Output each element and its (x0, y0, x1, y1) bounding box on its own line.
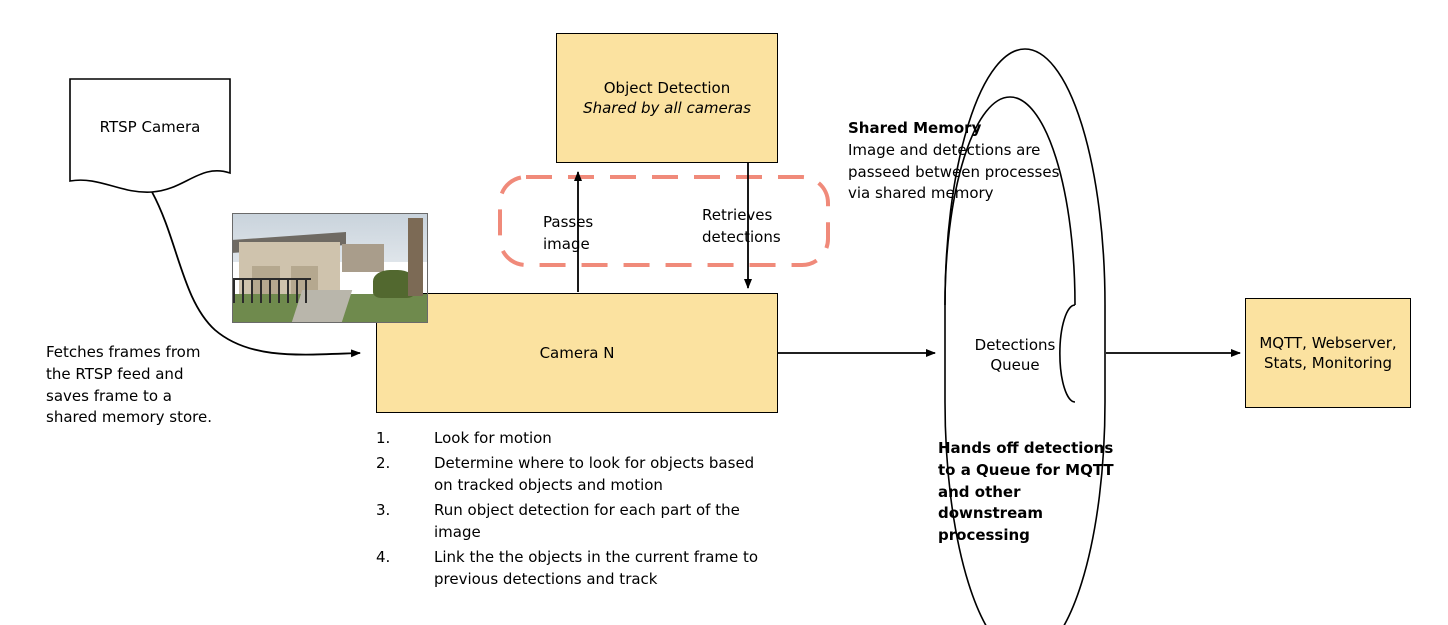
annotation-shared-memory (848, 118, 1063, 205)
camera-snapshot-thumbnail (232, 213, 428, 323)
list-item: 1. Look for motion (376, 429, 552, 447)
camera-n-steps (376, 427, 796, 593)
shared-memory-heading: Shared Memory (848, 119, 982, 137)
list-item: 4. Link the the objects in the current frame to previous detections and track (376, 547, 759, 588)
camera-n-node (376, 293, 778, 413)
edge-label-retrieves-detections: Retrieves detections (702, 206, 781, 246)
detections-queue-label: Detections Queue (974, 336, 1056, 375)
list-item: 3. Run object detection for each part of the image (376, 500, 740, 541)
annotation-fetch-frames: Fetches frames from the RTSP feed and saves frame to a shared memory store. (46, 343, 213, 427)
rtsp-camera-label: RTSP Camera (99, 118, 201, 136)
edge-label-passes-image: Passes image (543, 213, 594, 253)
object-detection-title: Object Detection (603, 78, 731, 97)
list-item: 2. Determine where to look for objects based on tracked objects and motion (376, 453, 755, 494)
object-detection-node (556, 33, 778, 163)
annotation-hands-off: Hands off detections to a Queue for MQTT and other downstream processing (938, 439, 1114, 544)
camera-n-label: Camera N (539, 344, 615, 362)
consumers-node: MQTT, Webserver, Stats, Monitoring (1245, 298, 1411, 408)
shared-memory-body: Image and detections are passeed between processes via shared memory (848, 140, 1060, 203)
object-detection-subtitle: Shared by all cameras (583, 99, 751, 117)
